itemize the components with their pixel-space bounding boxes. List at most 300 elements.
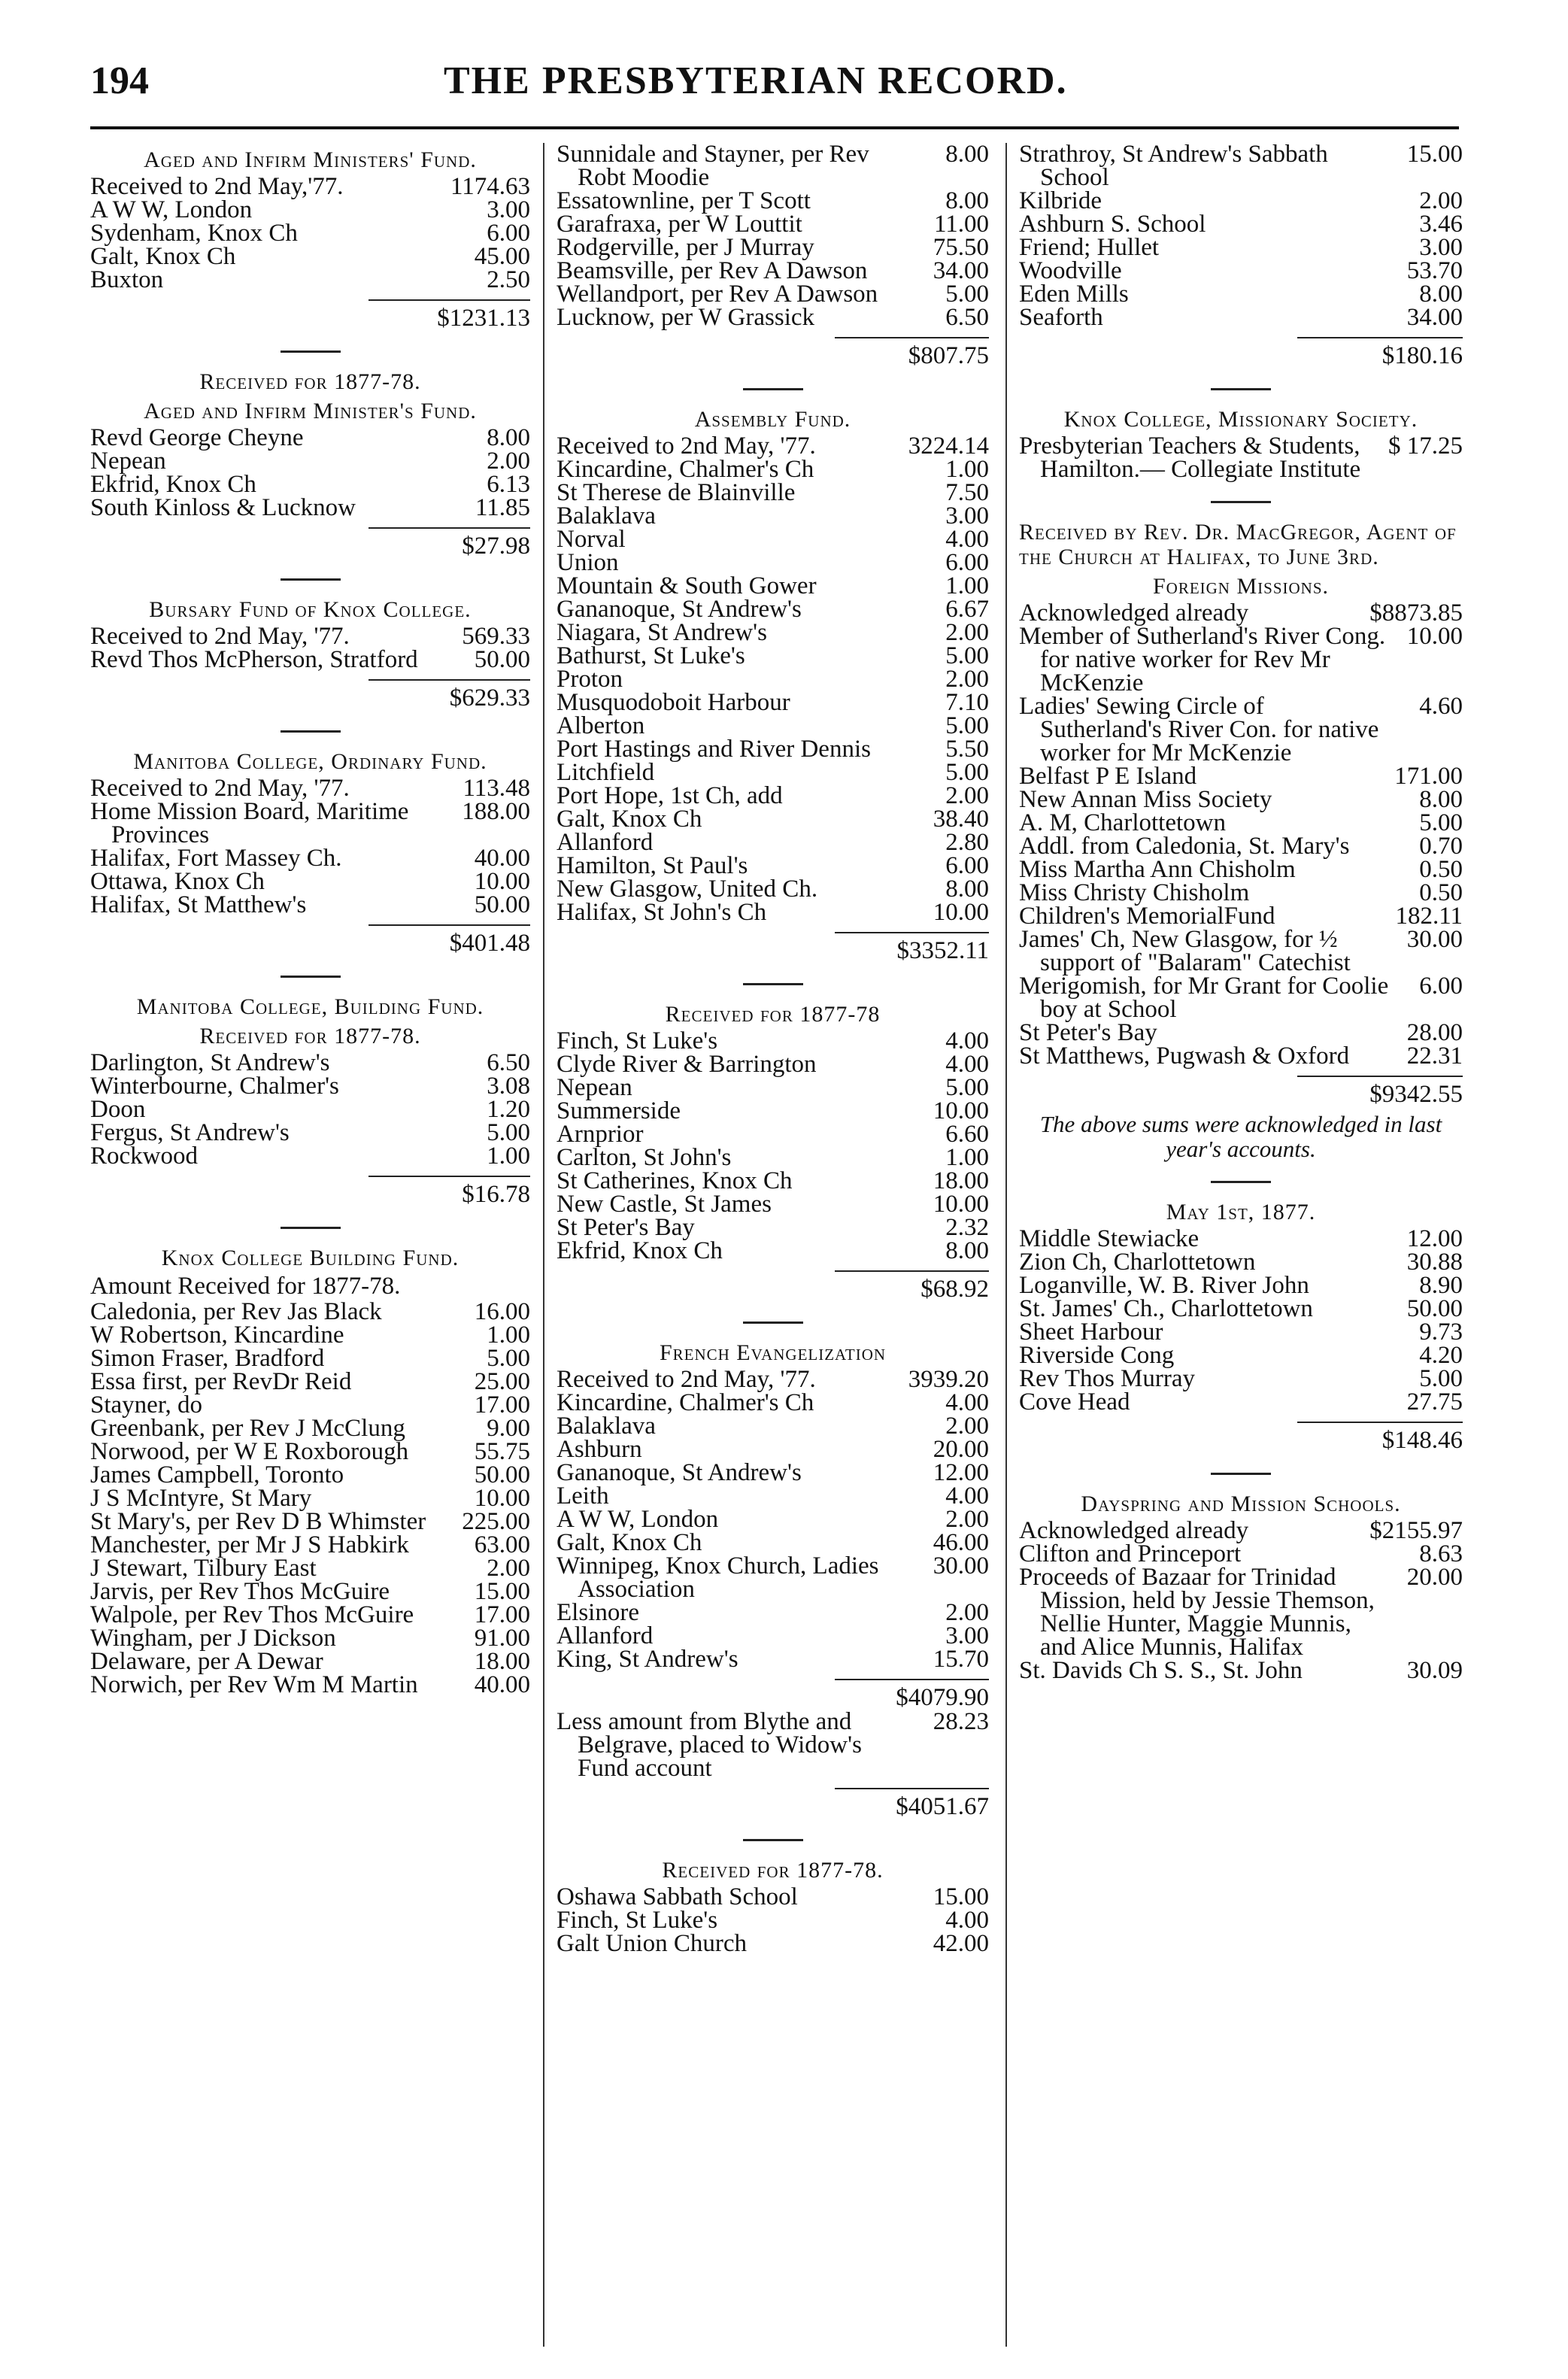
entry-label: Union <box>557 549 619 576</box>
entry-amount: 10.00 <box>933 1191 989 1218</box>
entry-label: St Peter's Bay <box>1019 1019 1157 1046</box>
entry-row <box>1019 1227 1463 1251</box>
divider <box>1211 501 1271 503</box>
entry-row <box>1019 213 1463 236</box>
entry-amount: 15.70 <box>933 1646 989 1673</box>
divider <box>281 730 341 733</box>
section-title: Knox College Building Fund. <box>161 1246 459 1270</box>
entry-row <box>1019 1297 1463 1321</box>
entry-amount: 8.00 <box>945 143 989 168</box>
entry-label: Bathurst, St Luke's <box>557 642 745 669</box>
entry-row <box>557 1461 989 1485</box>
entry-amount: 2.50 <box>487 266 530 293</box>
entry-row <box>90 847 530 870</box>
net-total: $4051.67 <box>835 1788 989 1819</box>
entry-row <box>557 143 989 190</box>
entry-label: Galt, Knox Ch <box>90 243 236 270</box>
entry-amount: 5.00 <box>1419 809 1463 836</box>
entry-amount: 8.00 <box>945 875 989 903</box>
entry-list <box>1019 1519 1463 1683</box>
entry-row <box>557 875 989 903</box>
entry-row <box>1019 835 1463 858</box>
entry-amount: 3.46 <box>1419 211 1463 238</box>
section-title: Manitoba College, Building Fund. <box>136 994 484 1019</box>
entry-label: Oshawa Sabbath School <box>557 1883 798 1910</box>
entry-label: Sydenham, Knox Ch <box>90 220 298 247</box>
entry-row <box>90 1650 530 1673</box>
entry-amount: 7.10 <box>945 689 989 716</box>
section-total: $68.92 <box>835 1270 989 1302</box>
entry-amount: $2155.97 <box>1369 1517 1463 1544</box>
entry-amount: 5.00 <box>487 1119 530 1146</box>
entry-label: Litchfield <box>557 759 655 786</box>
entry-label: Ottawa, Knox Ch <box>90 868 265 895</box>
entry-row <box>90 1557 530 1580</box>
footnote: The above sums were acknowledged in last year's accounts. <box>1039 1111 1442 1162</box>
aged-infirm-fund-1877-section <box>90 399 530 559</box>
entry-amount: 20.00 <box>1406 1564 1463 1591</box>
entry-label: Strathroy, St Andrew's Sabbath School <box>1019 143 1328 191</box>
entry-amount: 45.00 <box>474 243 530 270</box>
entry-row <box>557 259 989 283</box>
entry-amount: 75.50 <box>933 234 989 261</box>
entry-label: Summerside <box>557 1097 681 1124</box>
column-divider <box>543 143 544 2347</box>
entry-label: Woodville <box>1019 257 1122 284</box>
entry-label: Received to 2nd May, '77. <box>90 775 350 802</box>
entry-row <box>1019 695 1463 765</box>
entry-amount: 11.85 <box>475 494 530 521</box>
entry-amount: 27.75 <box>1406 1388 1463 1416</box>
entry-amount: 3.00 <box>1419 234 1463 261</box>
entry-amount: 0.50 <box>1419 856 1463 883</box>
entry-row <box>90 175 530 199</box>
entry-row <box>557 551 989 575</box>
entry-label: Received to 2nd May, '77. <box>557 432 816 460</box>
entry-label: Sunnidale and Stayner, per Rev Robt Moodie <box>557 143 869 191</box>
entry-row <box>557 854 989 878</box>
section-heading: Received for 1877-78. <box>199 369 421 394</box>
entry-row <box>90 1417 530 1440</box>
entry-row <box>557 502 989 530</box>
entry-amount: 569.33 <box>462 623 530 650</box>
entry-row <box>90 1627 530 1650</box>
section-title: Knox College, Missionary Society. <box>1063 407 1418 432</box>
entry-label: Essatownline, per T Scott <box>557 187 811 214</box>
entry-row <box>90 1051 530 1075</box>
entry-label: Beamsville, per Rev A Dawson <box>557 257 868 284</box>
entry-label: Middle Stewiacke <box>1019 1225 1200 1252</box>
entry-label: Children's MemorialFund <box>1019 903 1275 930</box>
entry-amount: 30.88 <box>1406 1249 1463 1276</box>
entry-label: Leith <box>557 1482 609 1510</box>
manitoba-building-fund-section <box>90 994 530 1207</box>
entry-row <box>557 668 989 691</box>
entry-row <box>1019 788 1463 812</box>
entry-label: Galt, Knox Ch <box>557 806 702 833</box>
entry-label: Eden Mills <box>1019 281 1129 308</box>
entry-amount: 16.00 <box>474 1298 530 1325</box>
entry-amount: 1.20 <box>487 1096 530 1123</box>
entry-label: Norval <box>557 526 626 553</box>
entry-amount: 46.00 <box>933 1529 989 1556</box>
section-title: Assembly Fund. <box>694 407 851 432</box>
entry-amount: 4.00 <box>945 1389 989 1416</box>
entry-label: New Annan Miss Society <box>1019 786 1272 813</box>
entry-label: Proceeds of Bazaar for Trinidad Mission, held by Jessie Themson, Nellie Hunter, Maggie Munnis, and Alice Munnis, Halifax <box>1019 1564 1375 1661</box>
entry-row <box>90 648 530 672</box>
entry-label: Ashburn <box>557 1436 642 1463</box>
entry-label: Received to 2nd May, '77. <box>90 623 350 650</box>
entry-label: Kincardine, Chalmer's Ch <box>557 456 814 483</box>
entry-amount: 7.50 <box>945 479 989 506</box>
divider <box>1211 388 1271 390</box>
entry-amount: 15.00 <box>933 1883 989 1910</box>
entry-amount: 2.00 <box>945 782 989 809</box>
entry-row <box>557 761 989 784</box>
column-divider <box>1005 143 1007 2347</box>
entry-amount: 3.00 <box>487 196 530 223</box>
entry-amount: 188.00 <box>462 798 530 825</box>
entry-label: Revd Thos McPherson, Stratford <box>90 646 418 673</box>
entry-label: St Catherines, Knox Ch <box>557 1167 793 1194</box>
section-title: Manitoba College, Ordinary Fund. <box>133 749 487 774</box>
entry-list <box>557 1368 989 1671</box>
divider <box>743 1321 803 1324</box>
entry-row <box>90 1075 530 1098</box>
entry-amount: 40.00 <box>474 1671 530 1698</box>
entry-amount: 5.50 <box>945 736 989 763</box>
entry-row <box>557 642 989 669</box>
entry-amount: 11.00 <box>933 211 989 238</box>
entry-amount: 18.00 <box>933 1167 989 1194</box>
entry-row <box>557 1438 989 1461</box>
section-title: French Evangelization <box>659 1340 887 1365</box>
entry-row <box>557 213 989 236</box>
entry-row <box>1019 809 1463 836</box>
divider <box>281 578 341 581</box>
entry-row <box>90 450 530 473</box>
entry-row <box>90 800 530 847</box>
entry-row <box>557 432 989 460</box>
entry-amount: 6.50 <box>487 1049 530 1076</box>
entry-label: Nepean <box>90 448 166 475</box>
entry-label: Clyde River & Barrington <box>557 1051 817 1078</box>
entry-label: Allanford <box>557 829 654 856</box>
journal-title: THE PRESBYTERIAN RECORD. <box>444 59 1068 102</box>
entry-row <box>90 1142 530 1170</box>
entry-row <box>1019 858 1463 882</box>
entry-label: Allanford <box>557 1622 654 1649</box>
entry-label: Simon Fraser, Bradford <box>90 1345 325 1372</box>
continued-section <box>1019 143 1463 369</box>
section-total: $1231.13 <box>368 299 530 331</box>
entry-amount: 1.00 <box>487 1321 530 1349</box>
entry-label: Musquodoboit Harbour <box>557 689 790 716</box>
french-evangelization-1877-section <box>557 1858 989 1956</box>
entry-row <box>557 236 989 259</box>
entry-label: Delaware, per A Dewar <box>90 1648 323 1675</box>
entry-amount: 6.50 <box>945 304 989 331</box>
entry-label: Garafraxa, per W Louttit <box>557 211 802 238</box>
entry-row <box>90 222 530 245</box>
entry-label: Balaklava <box>557 502 656 530</box>
entry-label: Finch, St Luke's <box>557 1907 718 1934</box>
entry-row <box>1019 975 1463 1021</box>
entry-amount: 50.00 <box>474 1461 530 1488</box>
entry-row <box>1019 1566 1463 1659</box>
entry-amount: 10.00 <box>474 1485 530 1512</box>
entry-row <box>1019 283 1463 306</box>
entry-amount: 8.00 <box>1419 281 1463 308</box>
entry-row <box>557 691 989 715</box>
entry-label: Miss Christy Chisholm <box>1019 879 1250 906</box>
divider <box>281 976 341 978</box>
entry-amount: 17.00 <box>474 1601 530 1628</box>
entry-label: Received to 2nd May,'77. <box>90 173 344 200</box>
entry-row <box>557 283 989 306</box>
entry-label: Norwood, per W E Roxborough <box>90 1438 409 1465</box>
entry-row <box>557 306 989 329</box>
entry-label: Presbyterian Teachers & Students, Hamilton.— Collegiate Institute <box>1019 432 1361 483</box>
entry-amount: 30.00 <box>933 1552 989 1579</box>
section-title: Aged and Infirm Ministers' Fund. <box>144 147 477 172</box>
entry-label: Wellandport, per Rev A Dawson <box>557 281 878 308</box>
entry-amount: 5.00 <box>945 712 989 739</box>
entry-amount: 2.00 <box>1419 187 1463 214</box>
entry-row <box>557 1508 989 1531</box>
entry-label: Galt Union Church <box>557 1930 747 1957</box>
entry-amount: 10.00 <box>933 899 989 926</box>
entry-amount: 17.00 <box>474 1391 530 1419</box>
entry-amount: 55.75 <box>474 1438 530 1465</box>
entry-amount: 4.00 <box>945 1027 989 1054</box>
entry-list <box>90 1300 530 1697</box>
entry-row <box>1019 625 1463 695</box>
entry-row <box>1019 879 1463 906</box>
entry-label: Wingham, per J Dickson <box>90 1625 336 1652</box>
entry-label: Ashburn S. School <box>1019 211 1206 238</box>
entry-amount: 2.80 <box>945 829 989 856</box>
entry-amount: 4.20 <box>1419 1342 1463 1369</box>
entry-amount: 171.00 <box>1394 763 1463 790</box>
entry-row <box>1019 432 1463 483</box>
entry-amount: 8.63 <box>1419 1540 1463 1567</box>
entry-amount: 53.70 <box>1406 257 1463 284</box>
entry-label: Seaforth <box>1019 304 1103 331</box>
entry-amount: 4.00 <box>945 1907 989 1934</box>
entry-amount: 182.11 <box>1395 903 1463 930</box>
entry-amount: 10.00 <box>933 1097 989 1124</box>
section-total: $807.75 <box>835 337 989 369</box>
entry-row <box>1019 1367 1463 1391</box>
entry-amount: 30.00 <box>1406 926 1463 953</box>
entry-row <box>557 187 989 214</box>
entry-label: A W W, London <box>557 1506 719 1533</box>
entry-amount: 4.00 <box>945 1051 989 1078</box>
entry-label: J Stewart, Tilbury East <box>90 1555 317 1582</box>
entry-label: Mountain & South Gower <box>557 572 817 599</box>
entry-row <box>90 1580 530 1604</box>
entry-row <box>1019 306 1463 329</box>
divider <box>743 388 803 390</box>
entry-label: Proton <box>557 666 623 693</box>
entry-row <box>1019 1659 1463 1683</box>
entry-list <box>1019 599 1463 1070</box>
entry-row <box>557 1097 989 1124</box>
entry-label: St Peter's Bay <box>557 1214 695 1241</box>
entry-row <box>557 1932 989 1956</box>
entry-row <box>90 1673 530 1697</box>
entry-label: Finch, St Luke's <box>557 1027 718 1054</box>
entry-row <box>557 1076 989 1100</box>
entry-row <box>1019 765 1463 788</box>
entry-label: A W W, London <box>90 196 253 223</box>
entry-label: South Kinloss & Lucknow <box>90 494 356 521</box>
entry-list <box>90 175 530 292</box>
entry-list <box>1019 1227 1463 1414</box>
entry-amount: 18.00 <box>474 1648 530 1675</box>
entry-label: Home Mission Board, Maritime Provinces <box>90 798 409 848</box>
entry-label: Galt, Knox Ch <box>557 1529 702 1556</box>
entry-label: Riverside Cong <box>1019 1342 1175 1369</box>
column-3 <box>1019 143 1463 2347</box>
entry-label: Kilbride <box>1019 187 1102 214</box>
entry-label: Kincardine, Chalmer's Ch <box>557 1389 814 1416</box>
entry-amount: 1.00 <box>945 1144 989 1171</box>
entry-label: Hamilton, St Paul's <box>557 852 748 879</box>
entry-label: J S McIntyre, St Mary <box>90 1485 312 1512</box>
entry-row <box>90 1098 530 1121</box>
entry-row <box>90 266 530 293</box>
entry-row <box>557 1167 989 1194</box>
entry-label: Alberton <box>557 712 645 739</box>
entry-list <box>557 1027 989 1264</box>
entry-row <box>1019 1388 1463 1416</box>
entry-row <box>90 1391 530 1419</box>
entry-label: Jarvis, per Rev Thos McGuire <box>90 1578 390 1605</box>
entry-row <box>557 1193 989 1216</box>
entry-row <box>1019 236 1463 259</box>
entry-row <box>90 1300 530 1324</box>
entry-amount: 34.00 <box>1406 304 1463 331</box>
entry-label: St. Davids Ch S. S., St. John <box>1019 1657 1303 1684</box>
entry-amount: 4.00 <box>945 1482 989 1510</box>
entry-amount: 5.00 <box>945 759 989 786</box>
section-title: Received for 1877-78. <box>662 1858 884 1883</box>
entry-amount: 10.00 <box>474 868 530 895</box>
entry-label: Doon <box>90 1096 146 1123</box>
entry-label: St. James' Ch., Charlottetown <box>1019 1295 1313 1322</box>
entry-row <box>557 738 989 761</box>
entry-amount: 20.00 <box>933 1436 989 1463</box>
entry-row <box>90 1461 530 1488</box>
entry-amount: 3.00 <box>945 1622 989 1649</box>
entry-amount: 9.73 <box>1419 1318 1463 1346</box>
entry-label: Ladies' Sewing Circle of Sutherland's River Con. for native worker for Mr McKenzie <box>1019 693 1379 766</box>
entry-label: Belfast P E Island <box>1019 763 1197 790</box>
entry-amount: 12.00 <box>933 1459 989 1486</box>
entry-label: Arnprior <box>557 1121 644 1148</box>
entry-label: King, St Andrew's <box>557 1646 739 1673</box>
entry-amount: 3.00 <box>945 502 989 530</box>
entry-amount: 6.00 <box>945 852 989 879</box>
section-title: Dayspring and Mission Schools. <box>1081 1491 1401 1516</box>
entry-amount: 15.00 <box>1406 143 1463 168</box>
entry-label: New Castle, St James <box>557 1191 772 1218</box>
entry-amount: 3.08 <box>487 1073 530 1100</box>
entry-list <box>90 426 530 520</box>
entry-row <box>90 1440 530 1464</box>
entry-row <box>557 1622 989 1649</box>
entry-amount: 3224.14 <box>908 432 989 460</box>
entry-amount: 10.00 <box>1406 623 1463 650</box>
entry-amount: 1.00 <box>945 456 989 483</box>
continued-section <box>557 143 989 369</box>
entry-label: Norwich, per Rev Wm M Martin <box>90 1671 418 1698</box>
entry-row <box>1019 187 1463 214</box>
entry-label: James Campbell, Toronto <box>90 1461 344 1488</box>
entry-row <box>90 1321 530 1349</box>
divider <box>1211 1473 1271 1475</box>
entry-label: Manchester, per Mr J S Habkirk <box>90 1531 409 1558</box>
section-total: $16.78 <box>368 1176 530 1207</box>
column-1 <box>90 143 530 2347</box>
entry-amount: 6.00 <box>1419 973 1463 1000</box>
entry-label: Lucknow, per W Grassick <box>557 304 815 331</box>
entry-amount: 8.00 <box>945 1237 989 1264</box>
entry-amount: 6.67 <box>945 596 989 623</box>
entry-label: Rev Thos Murray <box>1019 1365 1196 1392</box>
entry-row <box>557 1883 989 1910</box>
entry-label: Essa first, per RevDr Reid <box>90 1368 352 1395</box>
entry-row <box>557 481 989 505</box>
aged-infirm-fund-section <box>90 147 530 331</box>
section-total: $401.48 <box>368 924 530 956</box>
entry-row <box>90 1121 530 1145</box>
entry-amount: 6.13 <box>487 471 530 498</box>
entry-label: A. M, Charlottetown <box>1019 809 1226 836</box>
section-total: $180.16 <box>1297 337 1463 369</box>
section-total: $148.46 <box>1297 1422 1463 1453</box>
section-title: Aged and Infirm Minister's Fund. <box>144 399 477 423</box>
entry-amount: 2.00 <box>487 1555 530 1582</box>
entry-amount: 2.00 <box>487 448 530 475</box>
entry-row <box>1019 1042 1463 1070</box>
entry-row <box>90 1487 530 1510</box>
entry-label: Darlington, St Andrew's <box>90 1049 330 1076</box>
section-title: Received by Rev. Dr. MacGregor, Agent of the Church at Halifax, to June 3rd. <box>1019 520 1457 569</box>
entry-row <box>1019 143 1463 190</box>
entry-label: St Mary's, per Rev D B Whimster <box>90 1508 426 1535</box>
assembly-fund-section <box>557 407 989 963</box>
entry-label: Sheet Harbour <box>1019 1318 1163 1346</box>
entry-amount: 6.00 <box>945 549 989 576</box>
entry-label: Acknowledged already <box>1019 599 1249 627</box>
entry-amount: 22.31 <box>1406 1042 1463 1070</box>
column-2 <box>557 143 989 2347</box>
entry-row <box>1019 1540 1463 1567</box>
bursary-fund-section <box>90 597 530 711</box>
divider <box>743 1839 803 1841</box>
section-total: $629.33 <box>368 679 530 711</box>
entry-row <box>1019 1274 1463 1297</box>
entry-list <box>557 1883 989 1957</box>
may-1877-section <box>1019 1200 1463 1453</box>
entry-row <box>1019 1344 1463 1367</box>
entry-list <box>557 143 989 329</box>
french-evangelization-section <box>557 1340 989 1819</box>
